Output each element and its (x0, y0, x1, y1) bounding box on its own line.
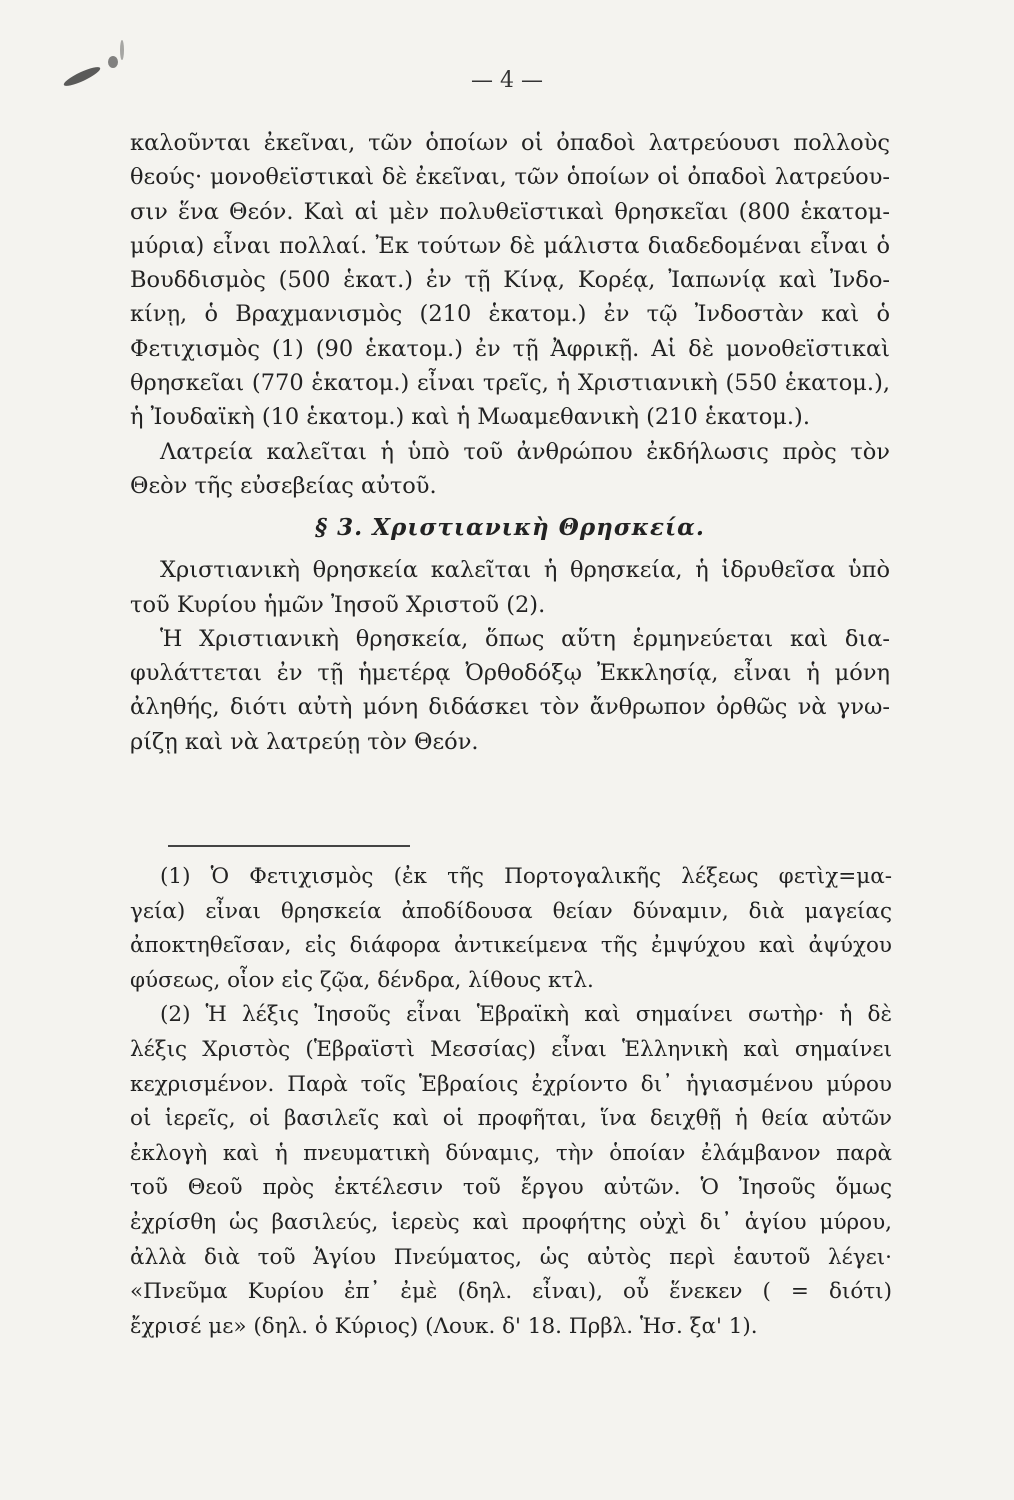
text-line: φυλάττεται ἐν τῇ ἡμετέρᾳ Ὀρθοδόξῳ Ἐκκλησίᾳ, εἶναι ἡ μόνη (130, 660, 890, 687)
text-line: ρίζῃ καὶ νὰ λατρεύῃ τὸν Θεόν. (130, 728, 479, 755)
footnote-line: τοῦ Θεοῦ πρὸς ἐκτέλεσιν τοῦ ἔργου αὐτῶν. Ὁ Ἰησοῦς ὅμως (130, 1175, 892, 1201)
footnote-line: οἱ ἱερεῖς, οἱ βασιλεῖς καὶ οἱ προφῆται, ἵνα δειχθῇ ἡ θεία αὐτῶν (130, 1106, 892, 1132)
footnote-line: (1) Ὁ Φετιχισμὸς (ἐκ τῆς Πορτογαλικῆς λέξεως φετὶχ=μα- (160, 864, 892, 889)
footnote-line: ἀλλὰ διὰ τοῦ Ἁγίου Πνεύματος, ὡς αὐτὸς περὶ ἑαυτοῦ λέγει· (130, 1244, 892, 1270)
text-line: ἡ Ἰουδαϊκὴ (10 ἑκατομ.) καὶ ἡ Μωαμεθανικὴ (210 ἑκατομ.). (130, 404, 810, 431)
footnote-line: λέξις Χριστὸς (Ἑβραϊστὶ Μεσσίας) εἶναι Ἑλληνικὴ καὶ σημαίνει (130, 1036, 892, 1062)
paragraph (130, 622, 890, 759)
text-line: κίνῃ, ὁ Βραχμανισμὸς (210 ἑκατομ.) ἐν τῷ Ἰνδοστὰν καὶ ὁ (130, 301, 890, 328)
footnote (130, 998, 892, 1344)
footnote-divider (168, 845, 410, 847)
text-line: τοῦ Κυρίου ἡμῶν Ἰησοῦ Χριστοῦ (2). (130, 591, 546, 618)
text-line: θρησκεῖαι (770 ἑκατομ.) εἶναι τρεῖς, ἡ Χριστιανικὴ (550 ἑκατομ.), (130, 370, 890, 397)
paragraph (130, 126, 890, 435)
footnote-line: ἐκλογὴ καὶ ἡ πνευματικὴ δύναμις, τὴν ὁποίαν ἐλάμβανον παρὰ (130, 1140, 892, 1166)
text-line: Ἡ Χριστιανικὴ θρησκεία, ὅπως αὕτη ἑρμηνεύεται καὶ δια- (160, 625, 890, 652)
footnote-line: (2) Ἡ λέξις Ἰησοῦς εἶναι Ἑβραϊκὴ καὶ σημαίνει σωτὴρ· ἡ δὲ (160, 1002, 892, 1028)
scan-mark (120, 40, 124, 60)
footnote-line: ἀποκτηθεῖσαν, εἰς διάφορα ἀντικείμενα τῆς ἐμψύχου καὶ ἀψύχου (130, 933, 892, 959)
main-text (130, 126, 890, 759)
text-line: σιν ἕνα Θεόν. Καὶ αἱ μὲν πολυθεϊστικαὶ θρησκεῖαι (800 ἑκατομ- (130, 198, 890, 225)
footnote-line: «Πνεῦμα Κυρίου ἐπ᾽ ἐμὲ (δηλ. εἶναι), οὗ ἕνεκεν ( = διότι) (130, 1279, 892, 1305)
footnotes (130, 860, 892, 1344)
text-line: Λατρεία καλεῖται ἡ ὑπὸ τοῦ ἀνθρώπου ἐκδήλωσις πρὸς τὸν (160, 438, 890, 465)
footnote-line: ἐχρίσθη ὡς βασιλεύς, ἱερεὺς καὶ προφήτης οὐχὶ δι᾽ ἁγίου μύρου, (130, 1209, 892, 1235)
text-line: Χριστιανικὴ θρησκεία καλεῖται ἡ θρησκεία, ἡ ἱδρυθεῖσα ὑπὸ (160, 557, 890, 584)
footnote-line: ἔχρισέ με» (δηλ. ὁ Κύριος) (Λουκ. δ' 18. Πρβλ. Ἡσ. ξα' 1). (130, 1313, 758, 1339)
text-line: ἀληθής, διότι αὐτὴ μόνη διδάσκει τὸν ἄνθρωπον ὀρθῶς νὰ γνω- (130, 694, 890, 721)
text-line: Βουδδισμὸς (500 ἑκατ.) ἐν τῇ Κίνᾳ, Κορέᾳ, Ἰαπωνίᾳ καὶ Ἰνδο- (130, 267, 890, 294)
section-heading: § 3. Χριστιανικὴ Θρησκεία. (315, 514, 705, 542)
footnote-line: φύσεως, οἷον εἰς ζῷα, δένδρα, λίθους κτλ. (130, 967, 594, 993)
text-line: θεούς· μονοθεϊστικαὶ δὲ ἐκεῖναι, τῶν ὁποίων οἱ ὀπαδοὶ λατρεύου- (130, 164, 890, 191)
text-line: καλοῦνται ἐκεῖναι, τῶν ὁποίων οἱ ὀπαδοὶ λατρεύουσι πολλοὺς (130, 130, 890, 156)
text-line: Φετιχισμὸς (1) (90 ἑκατομ.) ἐν τῇ Ἀφρικῇ. Αἱ δὲ μονοθεϊστικαὶ (130, 335, 890, 362)
page-number: — 4 — (471, 68, 543, 93)
paragraph (130, 553, 890, 622)
footnote-line: κεχρισμένον. Παρὰ τοῖς Ἑβραίοις ἐχρίοντο δι᾽ ἡγιασμένου μύρου (130, 1071, 892, 1097)
scan-mark (108, 56, 118, 68)
footnote (130, 860, 892, 998)
text-line: Θεὸν τῆς εὐσεβείας αὐτοῦ. (130, 472, 437, 499)
footnote-line: γεία) εἶναι θρησκεία ἀποδίδουσα θείαν δύναμιν, διὰ μαγείας (130, 898, 892, 924)
text-line: μύρια) εἶναι πολλαί. Ἐκ τούτων δὲ μάλιστα διαδεδομέναι εἶναι ὁ (130, 232, 890, 259)
paragraph (130, 435, 890, 504)
